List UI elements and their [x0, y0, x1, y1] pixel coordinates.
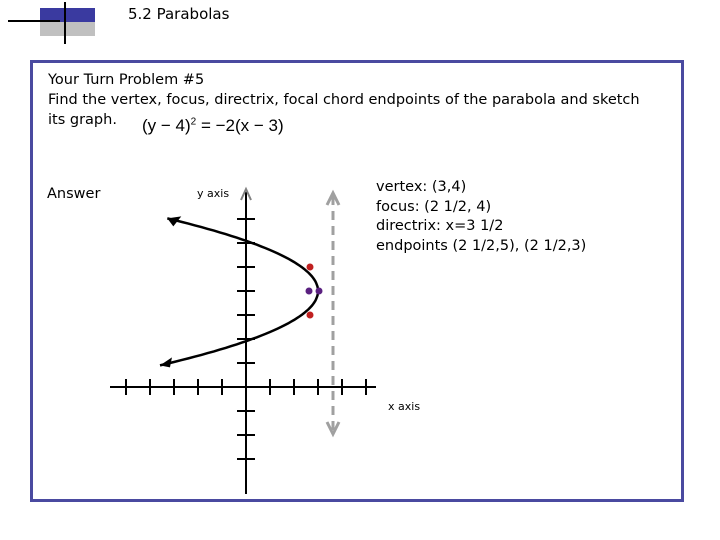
equation-lhs: (y − 4)	[142, 116, 191, 135]
endpoints-result: endpoints (2 1/2,5), (2 1/2,3)	[376, 237, 587, 254]
focus-point	[306, 288, 313, 295]
equation-rhs: = −2(x − 3)	[196, 116, 284, 135]
directrix-line	[327, 193, 339, 434]
x-axis	[110, 379, 376, 395]
directrix-result: directrix: x=3 1/2	[376, 218, 504, 234]
endpoint-top	[307, 264, 314, 271]
answer-label: Answer	[47, 186, 101, 202]
slide-title: 5.2 Parabolas	[128, 5, 230, 23]
x-axis-label: x axis	[388, 400, 421, 413]
curve-arrowheads	[160, 216, 181, 367]
endpoint-bottom	[307, 312, 314, 319]
equation-exponent: 2	[190, 116, 197, 128]
problem-instructions: Find the vertex, focus, directrix, focal chord endpoints of the parabola and sketch its graph.	[48, 92, 640, 128]
vertex-point	[316, 288, 323, 295]
problem-heading: Your Turn Problem #5	[48, 72, 205, 88]
focus-result: focus: (2 1/2, 4)	[376, 198, 492, 215]
vertex-result: vertex: (3,4)	[376, 179, 467, 195]
y-axis-label: y axis	[197, 187, 230, 200]
